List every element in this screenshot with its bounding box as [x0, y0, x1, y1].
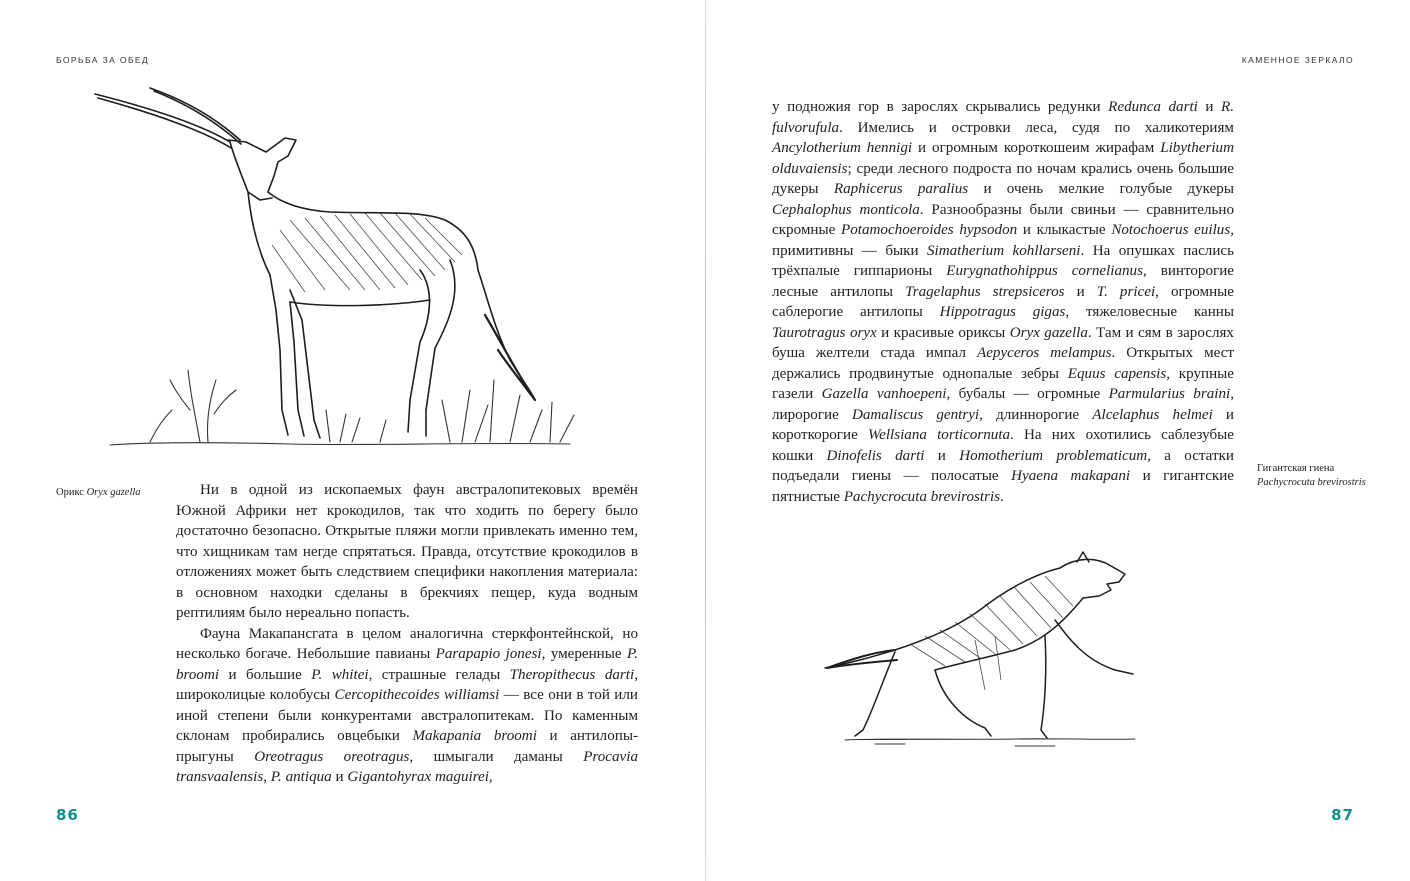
text-run: . Там и сям в зарослях буша желтели стада импал: [772, 324, 1234, 361]
text-run: и большие: [219, 666, 312, 683]
latin-name: Hippotragus gigas: [939, 304, 1066, 320]
text-run: , тяжеловесные канны: [1065, 304, 1234, 320]
text-run: , страшные гелады: [368, 666, 510, 683]
latin-name: Dinofelis darti: [826, 447, 925, 464]
text-run: , умеренные: [541, 646, 627, 662]
latin-name: Redunca darti: [1108, 99, 1198, 115]
body-text-right: [772, 97, 1234, 507]
text-run: . Имелись и островки леса, судя по халикотериям: [839, 119, 1234, 136]
latin-name: T. pricei: [1096, 283, 1156, 300]
caption-hyena-latin: Pachycrocuta brevirostris: [1257, 477, 1366, 488]
text-run: . Разнообразны были свиньи — сравнительно скромные: [772, 201, 1234, 238]
text-run: и: [1197, 99, 1221, 115]
text-run: , длиннорогие: [979, 406, 1093, 423]
latin-name: Notochoerus euilus: [1111, 222, 1231, 238]
latin-name: Wellsiana torticornuta: [867, 427, 1011, 443]
text-run: и клыкастые: [1017, 222, 1112, 238]
oryx-illustration: [90, 80, 590, 460]
caption-oryx-plain: Орикс: [56, 487, 87, 498]
page-number-left: 86: [56, 806, 79, 824]
text-run: и очень мелкие голубые дукеры: [968, 181, 1234, 197]
latin-name: Pachycrocuta brevirostris: [843, 488, 1001, 505]
text-run: Фауна Макапансгата в целом аналогична стеркфонтейнской, но несколько богаче. Небольшие павианы: [176, 625, 638, 662]
latin-name: Parapapio jonesi: [435, 646, 542, 662]
text-run: и: [924, 447, 960, 464]
latin-name: Homotherium problematicum: [959, 447, 1148, 464]
hyena-illustration: [815, 540, 1145, 765]
body-text-left: [176, 480, 638, 788]
text-run: ; среди лесного подроста по ночам крались очень большие дукеры: [772, 160, 1234, 197]
page-number-right: 87: [1331, 806, 1354, 824]
running-head-right: КАМЕННОЕ ЗЕРКАЛО: [1241, 55, 1354, 65]
latin-name: Potamochoeroides hypsodon: [841, 222, 1018, 238]
latin-name: Gazella vanhoepeni: [821, 386, 947, 402]
text-run: у подножия гор в зарослях скрывались редунки: [772, 99, 1109, 115]
latin-name: Tragelaphus strepsiceros: [905, 283, 1065, 300]
text-run: и: [331, 769, 348, 785]
latin-name: P. antiqua: [270, 769, 332, 785]
latin-name: Eurygnathohippus cornelianus: [946, 263, 1143, 279]
latin-name: P. whitei: [311, 666, 369, 683]
text-run: и антилопы-прыгуны: [176, 728, 638, 765]
caption-oryx-latin: Oryx gazella: [86, 487, 141, 498]
latin-name: Alcelaphus helmei: [1092, 406, 1213, 423]
latin-name: Cephalophus monticola: [772, 201, 920, 218]
latin-name: Damaliscus gentryi: [851, 406, 980, 423]
latin-name: Parmularius braini: [1108, 386, 1231, 402]
latin-name: Raphicerus paralius: [833, 181, 969, 197]
latin-name: Oryx gazella: [1009, 324, 1088, 341]
text-run: — все они в той или иной степени были конкурентами австралопитекам. По каменным склонам пробирались овцебыки: [176, 687, 638, 744]
caption-hyena: [1257, 462, 1367, 490]
text-run: , шмыгали даманы: [409, 748, 584, 765]
text-run: и: [1064, 283, 1097, 300]
text-run: и красивые ориксы: [876, 324, 1010, 341]
text-run: ,: [488, 769, 493, 785]
text-run: , огромные саблерогие антилопы: [772, 283, 1235, 320]
text-run: и огромным короткошеим жирафам: [912, 140, 1161, 156]
text-run: , винторогие лесные антилопы: [772, 263, 1234, 300]
text-run: , крупные газели: [772, 365, 1234, 402]
latin-name: P. broomi: [176, 646, 638, 683]
text-run: ,: [263, 769, 271, 785]
latin-name: Aepyceros melampus: [976, 345, 1112, 361]
gutter: [705, 0, 706, 881]
running-head-left: БОРЬБА ЗА ОБЕД: [56, 55, 150, 65]
text-run: и короткорогие: [772, 406, 1235, 443]
text-run: , а остатки подъедали гиены — полосатые: [772, 447, 1235, 484]
caption-hyena-plain: Гигантская гиена: [1257, 463, 1335, 474]
latin-name: Procavia transvaalensis: [176, 748, 638, 785]
text-run: .: [1000, 488, 1004, 505]
latin-name: Simatherium kohllarseni: [926, 242, 1081, 259]
latin-name: R. fulvorufula: [772, 99, 1234, 136]
latin-name: Oreotragus oreotragus: [254, 748, 410, 765]
text-run: , лиророгие: [772, 386, 1234, 423]
paragraph: [772, 97, 1234, 507]
latin-name: Taurotragus oryx: [772, 324, 877, 341]
caption-oryx: [56, 486, 141, 500]
text-run: . На них охотились саблезубые кошки: [772, 427, 1234, 464]
text-run: , бубалы — огромные: [946, 386, 1109, 402]
text-run: , широколицые колобусы: [176, 666, 638, 703]
latin-name: Hyaena makapani: [1011, 468, 1131, 484]
text-run: и гигантские пятнистые: [772, 468, 1235, 505]
latin-name: Ancylotherium hennigi: [772, 140, 913, 156]
text-run: . На опушках паслись трёхпалые гиппарионы: [772, 242, 1234, 279]
latin-name: Makapania broomi: [412, 728, 537, 744]
text-run: Ни в одной из ископаемых фаун австралопитековых времён Южной Африки нет крокодилов, так что ходить по берегу было достаточно безопасно. Открытые пляжи могли привлекать именно тем, что хищникам там негде спрятаться. Правда, отсутствие крокодилов в отложениях может быть следствием специфики накопления материала: в основном находки сделаны в брекчиях пещер, куда водным рептилиям было нереально попасть.: [176, 482, 638, 621]
latin-name: Equus capensis: [1067, 365, 1167, 382]
text-run: . Открытых мест держались продвинутые однопалые зебры: [772, 345, 1235, 382]
latin-name: Theropithecus darti: [509, 666, 635, 683]
latin-name: Gigantohyrax maguirei: [347, 769, 489, 785]
latin-name: Cercopithecoides williamsi: [334, 687, 500, 703]
text-run: , примитивны — быки: [772, 222, 1234, 259]
paragraph: [176, 624, 638, 788]
latin-name: Libytherium olduvaiensis: [772, 140, 1234, 177]
paragraph: [176, 480, 638, 624]
